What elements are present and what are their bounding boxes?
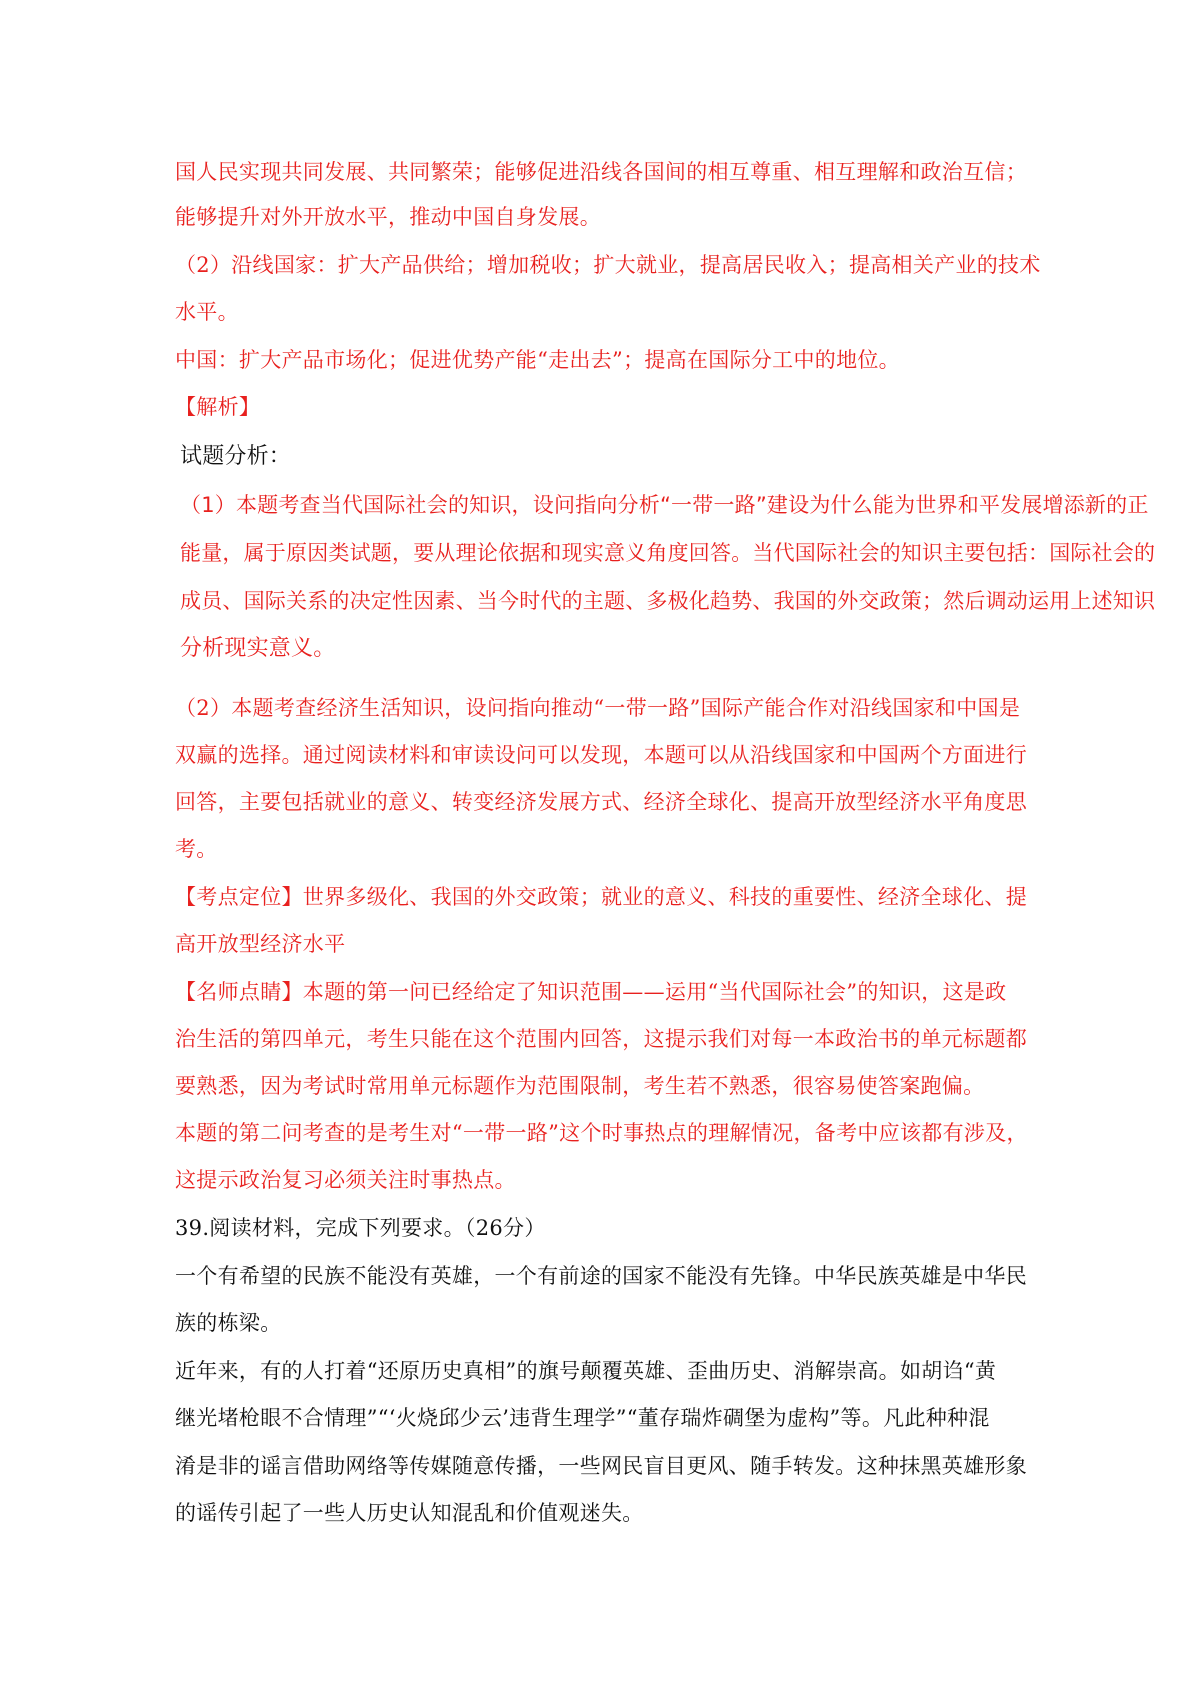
analysis-p1-line-4: 分析现实意义。 [180,636,336,661]
mingshi-line-5: 这提示政治复习必须关注时事热点。 [175,1168,516,1192]
question-39-line-1: 一个有希望的民族不能没有英雄，一个有前途的国家不能没有先锋。中华民族英雄是中华民 [175,1264,1027,1288]
answer-line-4: 水平。 [175,300,239,324]
kaodian-line-1: 【考点定位】世界多级化、我国的外交政策；就业的意义、科技的重要性、经济全球化、提 [175,885,1027,909]
mingshi-line-3: 要熟悉，因为考试时常用单元标题作为范围限制，考生若不熟悉，很容易使答案跑偏。 [175,1074,985,1098]
mingshi-line-4: 本题的第二问考查的是考生对“一带一路”这个时事热点的理解情况，备考中应该都有涉及， [175,1121,1028,1145]
part2-line-2: 双赢的选择。通过阅读材料和审读设问可以发现，本题可以从沿线国家和中国两个方面进行 [175,743,1027,767]
question-39-line-2: 族的栋梁。 [175,1311,282,1335]
kaodian-line-2: 高开放型经济水平 [175,932,346,956]
mingshi-line-1: 【名师点睛】本题的第一问已经给定了知识范围——运用“当代国际社会”的知识，这是政 [175,980,1007,1004]
mingshi-line-2: 治生活的第四单元，考生只能在这个范围内回答，这提示我们对每一本政治书的单元标题都 [175,1027,1027,1051]
analysis-p1-line-1: （1）本题考查当代国际社会的知识，设问指向分析“一带一路”建设为什么能为世界和平发展增添新的正 [180,493,1149,517]
question-39-line-5: 淆是非的谣言借助网络等传媒随意传播，一些网民盲目更风、随手转发。这种抹黑英雄形象 [175,1454,1027,1478]
analysis-p1-line-2: 能量，属于原因类试题，要从理论依据和现实意义角度回答。当代国际社会的知识主要包括：国际社会的 [180,541,1156,565]
part2-line-1: （2）本题考查经济生活知识，设问指向推动“一带一路”国际产能合作对沿线国家和中国是 [175,696,1021,720]
analysis-heading: 试题分析： [180,444,292,469]
part2-line-3: 回答，主要包括就业的意义、转变经济发展方式、经济全球化、提高开放型经济水平角度思 [175,790,1027,814]
question-39-line-6: 的谣传引起了一些人历史认知混乱和价值观迷失。 [175,1501,644,1525]
question-39-line-3: 近年来，有的人打着“还原历史真相”的旗号颠覆英雄、歪曲历史、消解崇高。如胡诌“黄 [175,1359,997,1383]
answer-line-2: 能够提升对外开放水平，推动中国自身发展。 [175,205,601,229]
question-39-line-4: 继光堵枪眼不合情理”“‘火烧邱少云’违背生理学”“董存瑞炸碉堡为虚构”等。凡此种种混 [175,1406,990,1430]
question-39-title: 39.阅读材料，完成下列要求。（26分） [175,1216,546,1240]
answer-line-5: 中国：扩大产品市场化；促进优势产能“走出去”；提高在国际分工中的地位。 [175,348,900,372]
jiexi-label: 【解析】 [175,395,261,419]
answer-line-3: （2）沿线国家：扩大产品供给；增加税收；扩大就业，提高居民收入；提高相关产业的技术 [175,253,1041,277]
answer-line-1: 国人民实现共同发展、共同繁荣；能够促进沿线各国间的相互尊重、相互理解和政治互信； [175,160,1027,184]
part2-line-4: 考。 [175,837,218,861]
analysis-p1-line-3: 成员、国际关系的决定性因素、当今时代的主题、多极化趋势、我国的外交政策；然后调动运用上述知识 [180,589,1156,613]
